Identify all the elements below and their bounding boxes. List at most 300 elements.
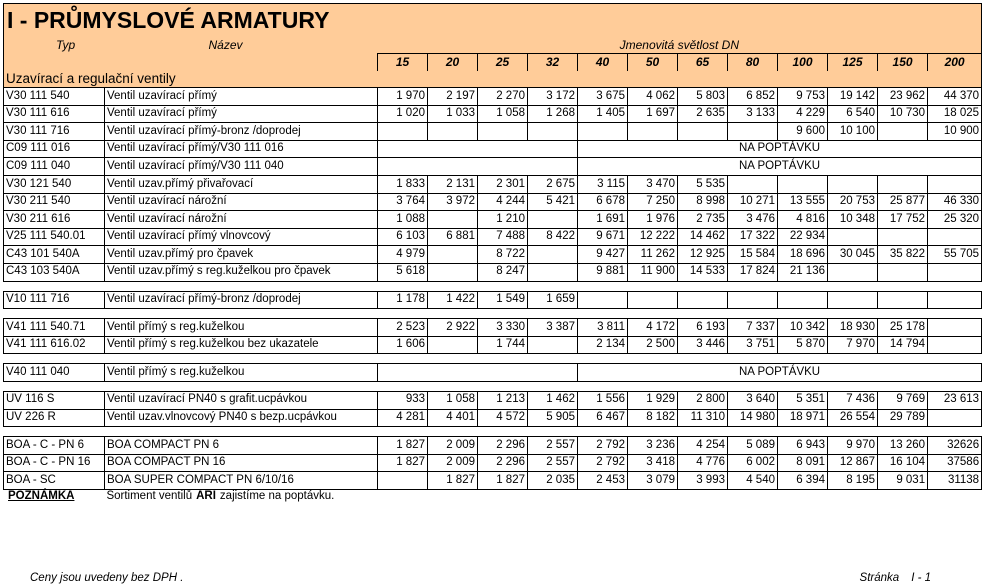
cell-price-dn50	[628, 123, 678, 141]
header-dn-40: 40	[578, 54, 628, 71]
cell-price-dn80: 17 322	[728, 228, 778, 246]
cell-price-dn65: 12 925	[678, 246, 728, 264]
cell-name: Ventil uzav.přímý přivařovací	[105, 175, 378, 193]
cell-price-dn32	[528, 246, 578, 264]
cell-price-dn32: 1 462	[528, 391, 578, 409]
cell-price-dn80: 15 584	[728, 246, 778, 264]
cell-price-dn25	[478, 123, 528, 141]
cell-price-dn20	[428, 123, 478, 141]
cell-price-dn80: 5 089	[728, 437, 778, 455]
cell-price-dn80: 3 133	[728, 105, 778, 123]
spacer-row	[4, 281, 982, 291]
cell-price-dn65: 2 635	[678, 105, 728, 123]
cell-price-dn32: 3 387	[528, 319, 578, 337]
cell-price-dn25: 2 296	[478, 454, 528, 472]
cell-name: Ventil uzavírací přímý/V30 111 040	[105, 158, 378, 176]
cell-price-dn80	[728, 123, 778, 141]
cell-name: Ventil uzavírací přímý	[105, 105, 378, 123]
cell-price-dn40: 1 405	[578, 105, 628, 123]
cell-price-dn65: 3 446	[678, 336, 728, 354]
cell-name: Ventil uzav.vlnovcový PN40 s bezp.ucpávkou	[105, 409, 378, 427]
cell-price-dn15: 1 827	[378, 437, 428, 455]
cell-type: UV 116 S	[4, 391, 105, 409]
cell-price-dn125	[828, 228, 878, 246]
cell-price-dn15: 5 618	[378, 263, 428, 281]
cell-price-dn50: 3 470	[628, 175, 678, 193]
cell-price-dn50: 1 976	[628, 211, 678, 229]
footer-page-number: I - 1	[911, 572, 931, 584]
cell-type: UV 226 R	[4, 409, 105, 427]
cell-price-dn20: 2 922	[428, 319, 478, 337]
cell-price-dn50: 11 262	[628, 246, 678, 264]
cell-price-dn20: 2 131	[428, 175, 478, 193]
table-row	[4, 211, 982, 229]
cell-price-dn65: 14 533	[678, 263, 728, 281]
cell-price-dn40	[578, 291, 628, 309]
cell-price-dn40: 3 675	[578, 88, 628, 106]
cell-price-dn150: 9 769	[878, 391, 928, 409]
cell-price-dn125: 7 436	[828, 391, 878, 409]
cell-price-dn32	[528, 211, 578, 229]
cell-price-dn32: 2 675	[528, 175, 578, 193]
cell-price-dn100: 5 870	[778, 336, 828, 354]
cell-price-dn125: 20 753	[828, 193, 878, 211]
cell-price-dn40: 1 556	[578, 391, 628, 409]
footer-vat-note: Ceny jsou uvedeny bez DPH .	[30, 572, 184, 584]
cell-name: Ventil přímý s reg.kuželkou	[105, 319, 378, 337]
cell-price-dn25: 2 296	[478, 437, 528, 455]
cell-price-dn65: 4 776	[678, 454, 728, 472]
cell-price-dn150	[878, 228, 928, 246]
spacer-row	[4, 427, 982, 437]
header-dn-row	[4, 54, 982, 71]
table-row	[4, 105, 982, 123]
cell-name: Ventil uzavírací PN40 s grafit.ucpávkou	[105, 391, 378, 409]
cell-price-dn32	[528, 263, 578, 281]
cell-name: Ventil uzavírací přímý vlnovcový	[105, 228, 378, 246]
table-row	[4, 336, 982, 354]
cell-price-dn40: 2 453	[578, 472, 628, 490]
cell-price-dn100: 13 555	[778, 193, 828, 211]
cell-price-dn25: 3 330	[478, 319, 528, 337]
cell-price-dn25: 1 549	[478, 291, 528, 309]
cell-price-dn150: 17 752	[878, 211, 928, 229]
cell-price-dn20	[428, 211, 478, 229]
table-row	[4, 364, 982, 382]
table-row	[4, 175, 982, 193]
cell-price-dn125	[828, 175, 878, 193]
cell-type: V30 211 540	[4, 193, 105, 211]
cell-price-dn125: 9 970	[828, 437, 878, 455]
header-dn-32: 32	[528, 54, 578, 71]
cell-price-dn80: 14 980	[728, 409, 778, 427]
cell-price-dn125	[828, 291, 878, 309]
cell-price-dn125	[828, 263, 878, 281]
cell-price-dn50: 11 900	[628, 263, 678, 281]
table-row	[4, 140, 982, 158]
cell-price-dn80: 3 751	[728, 336, 778, 354]
cell-type: V10 111 716	[4, 291, 105, 309]
cell-price-dn20	[428, 246, 478, 264]
cell-price-dn40: 2 792	[578, 454, 628, 472]
footer-page	[860, 572, 931, 584]
cell-type: V30 111 540	[4, 88, 105, 106]
cell-price-dn20	[428, 336, 478, 354]
cell-price-dn100: 21 136	[778, 263, 828, 281]
cell-price-dn20: 4 401	[428, 409, 478, 427]
cell-price-dn200	[928, 319, 982, 337]
cell-price-dn100: 5 351	[778, 391, 828, 409]
cell-price-dn20: 1 058	[428, 391, 478, 409]
cell-price-dn15: 1 827	[378, 454, 428, 472]
cell-price-dn200: 31138	[928, 472, 982, 490]
cell-price-dn150: 13 260	[878, 437, 928, 455]
cell-price-dn50: 4 172	[628, 319, 678, 337]
cell-price-dn200: 37586	[928, 454, 982, 472]
cell-price-dn20: 2 009	[428, 437, 478, 455]
section-header-row	[4, 71, 982, 88]
cell-name: Ventil uzavírací přímý/V30 111 016	[105, 140, 378, 158]
cell-type: V25 111 540.01	[4, 228, 105, 246]
note-rest-text: zajistíme na poptávku.	[219, 489, 335, 502]
cell-inquiry: NA POPTÁVKU	[578, 364, 982, 382]
cell-price-dn25: 1 744	[478, 336, 528, 354]
cell-price-dn15: 2 523	[378, 319, 428, 337]
cell-price-dn80	[728, 175, 778, 193]
cell-price-dn80	[728, 291, 778, 309]
cell-price-dn150: 25 178	[878, 319, 928, 337]
cell-price-dn65: 2 735	[678, 211, 728, 229]
header-dn-125: 125	[828, 54, 878, 71]
header-nazev: Název	[105, 37, 378, 54]
cell-price-dn150	[878, 175, 928, 193]
cell-price-dn15: 3 764	[378, 193, 428, 211]
cell-price-dn65: 14 462	[678, 228, 728, 246]
cell-type: BOA - SC	[4, 472, 105, 490]
cell-price-dn150: 23 962	[878, 88, 928, 106]
cell-price-dn65	[678, 291, 728, 309]
cell-price-dn125: 12 867	[828, 454, 878, 472]
cell-price-dn32	[528, 336, 578, 354]
cell-type: V30 111 716	[4, 123, 105, 141]
cell-price-dn15: 1 088	[378, 211, 428, 229]
header-dn-20: 20	[428, 54, 478, 71]
cell-type: V30 121 540	[4, 175, 105, 193]
cell-price-dn50: 3 079	[628, 472, 678, 490]
cell-price-dn50: 4 062	[628, 88, 678, 106]
cell-price-dn100: 8 091	[778, 454, 828, 472]
cell-price-dn50: 2 500	[628, 336, 678, 354]
cell-price-dn15	[378, 123, 428, 141]
note-bold-text: ARI	[196, 489, 216, 502]
cell-price-dn40: 9 427	[578, 246, 628, 264]
cell-price-dn200	[928, 336, 982, 354]
header-dn-50: 50	[628, 54, 678, 71]
cell-price-dn150: 10 730	[878, 105, 928, 123]
cell-price-dn15: 1 020	[378, 105, 428, 123]
cell-name: BOA COMPACT PN 6	[105, 437, 378, 455]
header-dn-65: 65	[678, 54, 728, 71]
cell-price-dn15: 1 833	[378, 175, 428, 193]
cell-type: C43 103 540A	[4, 263, 105, 281]
cell-type: C43 101 540A	[4, 246, 105, 264]
cell-price-dn25: 1 058	[478, 105, 528, 123]
cell-price-dn200: 46 330	[928, 193, 982, 211]
table-row	[4, 409, 982, 427]
cell-price-dn40: 2 792	[578, 437, 628, 455]
note-label: POZNÁMKA	[8, 489, 75, 502]
cell-price-dn25: 4 572	[478, 409, 528, 427]
cell-price-dn50: 12 222	[628, 228, 678, 246]
cell-price-dn65: 5 535	[678, 175, 728, 193]
cell-price-dn200	[928, 291, 982, 309]
page-title: I - PRŮMYSLOVÉ ARMATURY	[4, 4, 928, 37]
cell-price-dn40	[578, 123, 628, 141]
table-row	[4, 263, 982, 281]
cell-price-dn32: 3 172	[528, 88, 578, 106]
header-row	[4, 37, 982, 54]
cell-name: Ventil uzavírací přímý	[105, 88, 378, 106]
cell-price-dn20: 6 881	[428, 228, 478, 246]
cell-type: BOA - C - PN 6	[4, 437, 105, 455]
table-row	[4, 319, 982, 337]
cell-price-dn125: 18 930	[828, 319, 878, 337]
table-row	[4, 228, 982, 246]
cell-inquiry: NA POPTÁVKU	[578, 158, 982, 176]
cell-price-dn65: 11 310	[678, 409, 728, 427]
cell-price-dn32: 1 659	[528, 291, 578, 309]
cell-price-dn100: 4 816	[778, 211, 828, 229]
cell-price-dn32: 5 905	[528, 409, 578, 427]
cell-price-dn25: 4 244	[478, 193, 528, 211]
cell-price-dn25: 2 301	[478, 175, 528, 193]
cell-price-dn100: 22 934	[778, 228, 828, 246]
header-dn-25: 25	[478, 54, 528, 71]
table-row	[4, 391, 982, 409]
note	[8, 487, 488, 504]
cell-name: Ventil uzavírací přímý-bronz /doprodej	[105, 291, 378, 309]
cell-price-dn50: 1 697	[628, 105, 678, 123]
table-row	[4, 88, 982, 106]
cell-price-dn50: 3 418	[628, 454, 678, 472]
cell-price-dn200	[928, 228, 982, 246]
cell-price-dn40: 9 671	[578, 228, 628, 246]
cell-price-dn125: 26 554	[828, 409, 878, 427]
cell-price-dn20: 2 009	[428, 454, 478, 472]
cell-price-dn100: 9 753	[778, 88, 828, 106]
table-row	[4, 246, 982, 264]
cell-price-dn100: 9 600	[778, 123, 828, 141]
cell-price-dn25: 8 247	[478, 263, 528, 281]
note-text: Sortiment ventilů	[106, 489, 193, 502]
table-row	[4, 437, 982, 455]
cell-price-dn200: 10 900	[928, 123, 982, 141]
table-row	[4, 454, 982, 472]
cell-price-dn150	[878, 123, 928, 141]
header-dn-title: Jmenovitá světlost DN	[378, 37, 982, 54]
cell-price-dn40: 3 115	[578, 175, 628, 193]
cell-price-dn200	[928, 263, 982, 281]
cell-name: Ventil uzavírací přímý-bronz /doprodej	[105, 123, 378, 141]
cell-price-dn150	[878, 263, 928, 281]
table-row	[4, 123, 982, 141]
cell-type: V41 111 616.02	[4, 336, 105, 354]
cell-price-dn150: 35 822	[878, 246, 928, 264]
table-row	[4, 158, 982, 176]
cell-price-dn15: 1 178	[378, 291, 428, 309]
cell-name: Ventil uzavírací nárožní	[105, 193, 378, 211]
cell-price-dn150: 29 789	[878, 409, 928, 427]
cell-price-dn200: 25 320	[928, 211, 982, 229]
cell-price-dn80: 3 476	[728, 211, 778, 229]
cell-price-dn15: 933	[378, 391, 428, 409]
cell-name: Ventil uzav.přímý s reg.kuželkou pro čpavek	[105, 263, 378, 281]
cell-price-dn20: 1 033	[428, 105, 478, 123]
cell-price-dn100	[778, 291, 828, 309]
header-dn-100: 100	[778, 54, 828, 71]
cell-price-dn50: 8 182	[628, 409, 678, 427]
spacer-row	[4, 309, 982, 319]
cell-price-dn200: 55 705	[928, 246, 982, 264]
cell-price-dn100: 6 943	[778, 437, 828, 455]
cell-type: BOA - C - PN 16	[4, 454, 105, 472]
table-row	[4, 193, 982, 211]
cell-price-dn20: 2 197	[428, 88, 478, 106]
cell-price-dn200: 32626	[928, 437, 982, 455]
header-dn-150: 150	[878, 54, 928, 71]
cell-price-dn125: 10 348	[828, 211, 878, 229]
cell-price-dn15: 1 970	[378, 88, 428, 106]
cell-price-dn50: 7 250	[628, 193, 678, 211]
cell-price-dn200	[928, 409, 982, 427]
cell-price-dn200	[928, 175, 982, 193]
cell-price-dn80: 6 002	[728, 454, 778, 472]
cell-price-dn15: 1 606	[378, 336, 428, 354]
cell-inquiry: NA POPTÁVKU	[578, 140, 982, 158]
cell-price-dn15: 6 103	[378, 228, 428, 246]
cell-price-dn125: 19 142	[828, 88, 878, 106]
footer-page-label: Stránka	[859, 572, 900, 584]
cell-price-dn100: 6 394	[778, 472, 828, 490]
cell-price-dn25: 8 722	[478, 246, 528, 264]
cell-price-dn20: 1 827	[428, 472, 478, 490]
cell-price-dn25: 1 210	[478, 211, 528, 229]
cell-price-dn65: 4 254	[678, 437, 728, 455]
cell-type: V41 111 540.71	[4, 319, 105, 337]
price-table	[3, 3, 982, 490]
cell-price-dn40: 6 678	[578, 193, 628, 211]
table-row	[4, 291, 982, 309]
cell-price-dn25: 7 488	[478, 228, 528, 246]
cell-name: Ventil přímý s reg.kuželkou bez ukazatele	[105, 336, 378, 354]
cell-price-dn32	[528, 123, 578, 141]
cell-price-dn40: 9 881	[578, 263, 628, 281]
cell-price-dn125: 6 540	[828, 105, 878, 123]
cell-price-dn80: 7 337	[728, 319, 778, 337]
header-dn-80: 80	[728, 54, 778, 71]
cell-price-dn50: 3 236	[628, 437, 678, 455]
cell-price-dn25: 1 213	[478, 391, 528, 409]
cell-type: V40 111 040	[4, 364, 105, 382]
cell-name: BOA COMPACT PN 16	[105, 454, 378, 472]
header-dn-200: 200	[928, 54, 982, 71]
cell-price-dn100: 4 229	[778, 105, 828, 123]
cell-price-dn80: 4 540	[728, 472, 778, 490]
cell-type: C09 111 016	[4, 140, 105, 158]
cell-type: V30 111 616	[4, 105, 105, 123]
cell-price-dn32: 2 557	[528, 454, 578, 472]
cell-price-dn150: 14 794	[878, 336, 928, 354]
cell-price-dn100: 18 971	[778, 409, 828, 427]
cell-price-dn65: 2 800	[678, 391, 728, 409]
section-header: Uzavírací a regulační ventily	[4, 71, 928, 88]
cell-price-dn200: 44 370	[928, 88, 982, 106]
cell-price-dn20	[428, 263, 478, 281]
cell-price-dn32: 5 421	[528, 193, 578, 211]
header-dn-15: 15	[378, 54, 428, 71]
cell-price-dn40: 1 691	[578, 211, 628, 229]
cell-price-dn40: 6 467	[578, 409, 628, 427]
cell-price-dn32: 2 557	[528, 437, 578, 455]
cell-name: Ventil uzav.přímý pro čpavek	[105, 246, 378, 264]
cell-price-dn100: 10 342	[778, 319, 828, 337]
cell-type: C09 111 040	[4, 158, 105, 176]
cell-price-dn125: 30 045	[828, 246, 878, 264]
cell-price-dn65: 3 993	[678, 472, 728, 490]
cell-name: Ventil přímý s reg.kuželkou	[105, 364, 378, 382]
cell-price-dn32: 2 035	[528, 472, 578, 490]
cell-price-dn25: 2 270	[478, 88, 528, 106]
cell-type: V30 211 616	[4, 211, 105, 229]
cell-price-dn100	[778, 175, 828, 193]
cell-price-dn80: 17 824	[728, 263, 778, 281]
title-row	[4, 4, 982, 37]
cell-price-dn125: 7 970	[828, 336, 878, 354]
spacer-row	[4, 381, 982, 391]
cell-price-dn150: 9 031	[878, 472, 928, 490]
cell-price-dn150	[878, 291, 928, 309]
cell-price-dn25: 1 827	[478, 472, 528, 490]
header-typ: Typ	[4, 37, 105, 54]
cell-name: BOA SUPER COMPACT PN 6/10/16	[105, 472, 378, 490]
cell-price-dn125: 10 100	[828, 123, 878, 141]
cell-price-dn20: 1 422	[428, 291, 478, 309]
cell-price-dn50: 1 929	[628, 391, 678, 409]
cell-price-dn150: 16 104	[878, 454, 928, 472]
cell-price-dn15: 4 979	[378, 246, 428, 264]
cell-price-dn80: 10 271	[728, 193, 778, 211]
cell-price-dn50	[628, 291, 678, 309]
cell-price-dn125: 8 195	[828, 472, 878, 490]
cell-price-dn80: 6 852	[728, 88, 778, 106]
cell-price-dn65: 6 193	[678, 319, 728, 337]
cell-price-dn40: 3 811	[578, 319, 628, 337]
cell-price-dn20: 3 972	[428, 193, 478, 211]
cell-price-dn65	[678, 123, 728, 141]
cell-price-dn65: 5 803	[678, 88, 728, 106]
cell-price-dn100: 18 696	[778, 246, 828, 264]
spacer-row	[4, 354, 982, 364]
cell-price-dn80: 3 640	[728, 391, 778, 409]
cell-name: Ventil uzavírací nárožní	[105, 211, 378, 229]
cell-price-dn32: 8 422	[528, 228, 578, 246]
cell-price-dn150: 25 877	[878, 193, 928, 211]
cell-price-dn32: 1 268	[528, 105, 578, 123]
cell-price-dn200: 23 613	[928, 391, 982, 409]
cell-price-dn65: 8 998	[678, 193, 728, 211]
cell-price-dn15: 4 281	[378, 409, 428, 427]
cell-price-dn200: 18 025	[928, 105, 982, 123]
